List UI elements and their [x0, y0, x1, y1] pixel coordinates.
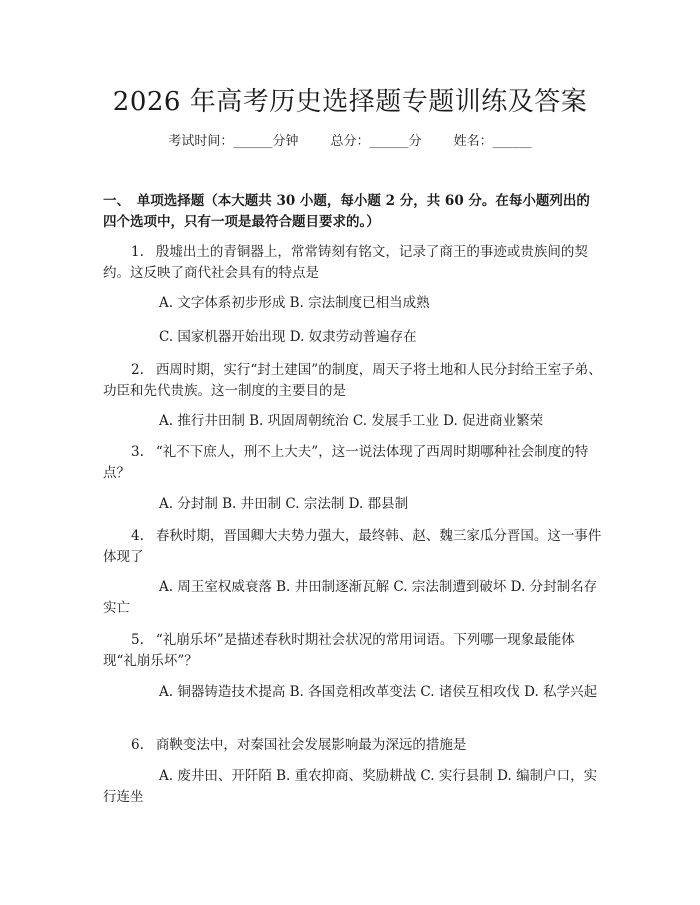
- question-stem: 商鞅变法中，对秦国社会发展影响最为深远的措施是: [155, 737, 467, 753]
- question-number: 2.: [131, 362, 144, 378]
- section-heading: 一、 单项选择题（本大题共 30 小题，每小题 2 分，共 60 分。在每小题列出的四个选项中，只有一项是最符合题目要求的。）: [103, 193, 590, 230]
- question-number: 5.: [131, 632, 144, 648]
- question-stem: 殷墟出土的青铜器上，常常铸刻有铭文，记录了商王的事迹或贵族间的契约。这反映了商代社会具有的特点是: [103, 244, 588, 281]
- question-number: 6.: [131, 737, 144, 753]
- question-stem: “礼不下庶人，刑不上大夫”，这一说法体现了西周时期哪种社会制度的特点？: [103, 444, 589, 481]
- exam-name: 姓名：______: [453, 134, 532, 149]
- exam-meta: [0, 132, 700, 152]
- question-6: [103, 735, 603, 756]
- question-4: [103, 526, 603, 568]
- question-number: 1.: [131, 244, 144, 260]
- question-number: 4.: [131, 528, 144, 544]
- question-1: [103, 242, 603, 284]
- exam-score: 总分：______分: [330, 134, 422, 149]
- page-title: 2026 年高考历史选择题专题训练及答案: [112, 87, 588, 117]
- question-3-options: A. 分封制 B. 井田制 C. 宗法制 D. 郡县制: [159, 496, 409, 512]
- question-stem: “礼崩乐坏”是描述春秋时期社会状况的常用词语。下列哪一现象最能体现“礼崩乐坏”？: [103, 632, 575, 669]
- question-stem: 西周时期，实行“封土建国”的制度，周天子将土地和人民分封给王室子弟、功臣和先代贵族。这一制度的主要目的是: [103, 362, 602, 399]
- question-6-options: A. 废井田、开阡陌 B. 重农抑商、奖励耕战 C. 实行县制 D. 编制户口，实行连坐: [103, 768, 598, 805]
- question-3: [103, 442, 603, 484]
- question-1-options-row-2: C. 国家机器开始出现 D. 奴隶劳动普遍存在: [159, 329, 417, 345]
- question-number: 3.: [131, 444, 144, 460]
- question-2: [103, 360, 603, 402]
- question-1-options-row-1: A. 文字体系初步形成 B. 宗法制度已相当成熟: [159, 295, 430, 311]
- question-4-options: A. 周王室权威衰落 B. 井田制逐渐瓦解 C. 宗法制遭到破坏 D. 分封制名存实亡: [103, 579, 598, 616]
- question-5: [103, 630, 603, 672]
- question-5-options: A. 铜器铸造技术提高 B. 各国竞相改革变法 C. 诸侯互相攻伐 D. 私学兴起: [159, 684, 598, 700]
- question-2-options: A. 推行井田制 B. 巩固周朝统治 C. 发展手工业 D. 促进商业繁荣: [159, 413, 544, 429]
- question-stem: 春秋时期，晋国卿大夫势力强大，最终韩、赵、魏三家瓜分晋国。这一事件体现了: [103, 528, 602, 565]
- exam-time: 考试时间：______分钟: [168, 134, 299, 149]
